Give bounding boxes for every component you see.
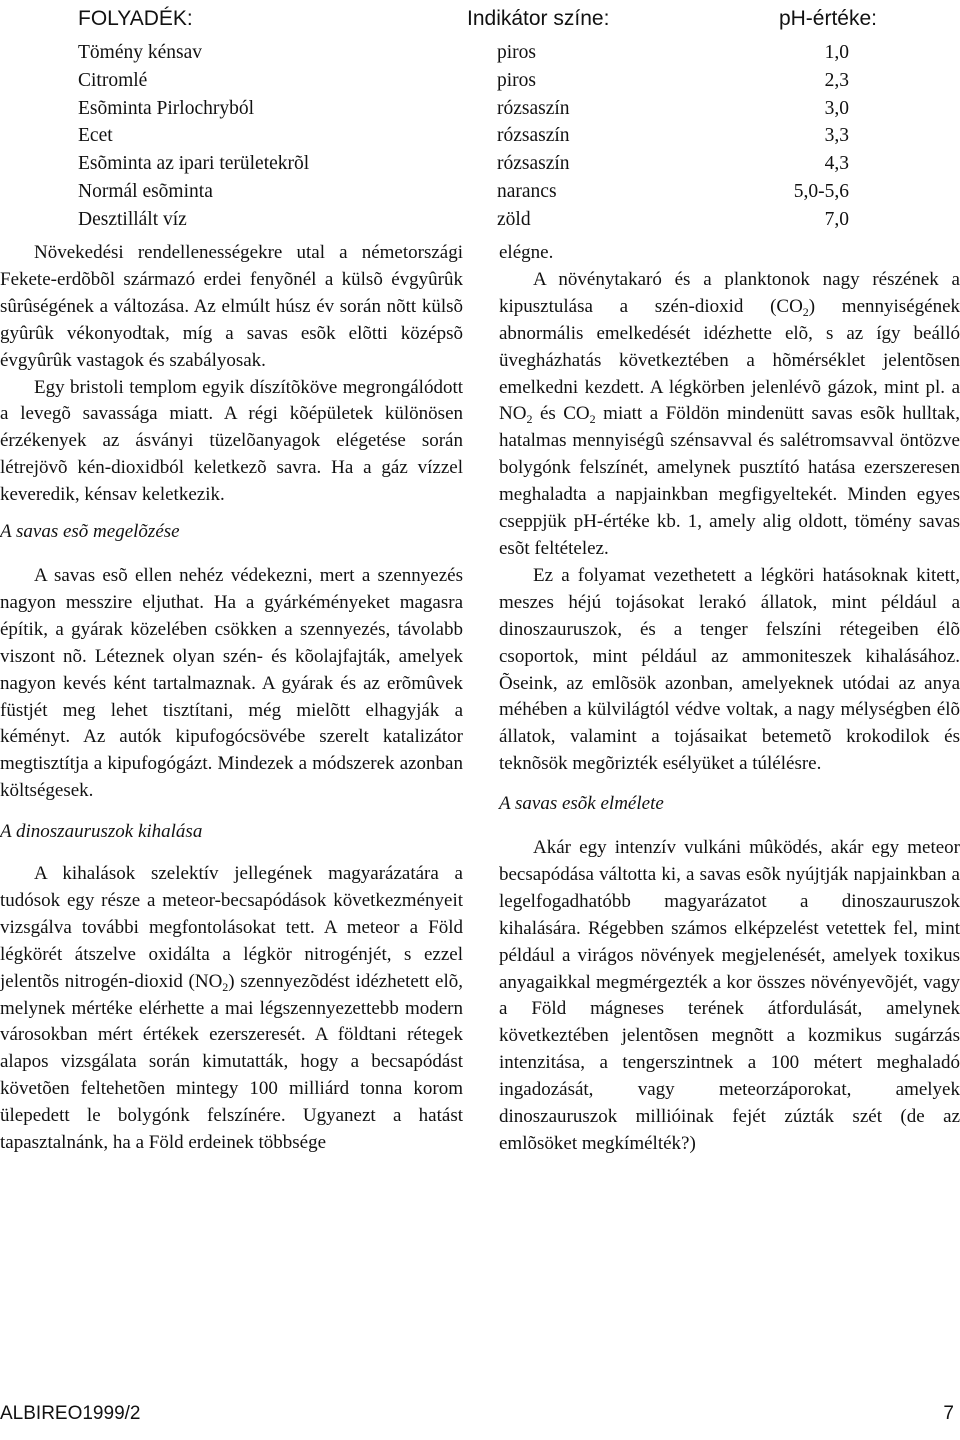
text-part: A növénytakaró és a planktonok nagy részének a kipusztulása a szén-dioxid (CO bbox=[499, 268, 960, 317]
text-part: miatt a Földön mindenütt savas esõk hulltak, hatalmas mennyiségû szénsavval és salétromsavval öntözve bolygónk felszínét, amelynek pusztító hatása ezerszeresen meghaladta a napjainkban megfigyeltekét. Minden egyes cseppjük pH-értéke kb. 1, amely alig oldott, tömény savas esõt feltételez. bbox=[499, 403, 960, 559]
paragraph-extinction-meteor bbox=[0, 861, 463, 1157]
subscript: 2 bbox=[589, 412, 596, 427]
cell-color: rózsaszín bbox=[497, 153, 570, 175]
subscript: 2 bbox=[222, 979, 229, 994]
header-indicator-color: Indikátor színe: bbox=[467, 7, 610, 30]
cell-ph: 1,0 bbox=[824, 42, 849, 63]
table-row bbox=[78, 95, 878, 123]
table-header bbox=[78, 4, 878, 34]
cell-liquid: Ecet bbox=[78, 125, 113, 147]
ph-table bbox=[78, 4, 878, 234]
header-ph: pH-értéke: bbox=[778, 7, 877, 30]
text-part: A kihalások szelektív jellegének magyarázatára a tudósok egy része a meteor-becsapódások következményeit vizsgálva további megfontolásokat tett. A meteor a Föld légkörét átszelve oxidálta a légkör nitrogénjét, s ezzel jelentõs nitrogén-dioxid (NO bbox=[0, 863, 463, 992]
table-row bbox=[78, 150, 878, 178]
table-row bbox=[78, 39, 878, 67]
cell-ph: 5,0-5,6 bbox=[793, 180, 849, 202]
cell-liquid: Normál esõminta bbox=[78, 180, 213, 202]
table-row bbox=[78, 206, 878, 234]
cell-liquid: Esõminta az ipari területekrõl bbox=[78, 153, 310, 175]
text-part: ) mennyiségének abnormális emelkedését idézhette elõ, s az így beálló üvegházhatás következtében a hõmérséklet jelentõsen emelkedni kezdett. A légkörben jelenlévõ gázok, mint pl. a NO bbox=[499, 295, 960, 425]
paragraph-bristol-church: Egy bristoli templom egyik díszítõköve megrongálódott a levegõ savassága miatt. A régi kõépületek különösen érzékenyek az ásványi tüzelõanyagok elégetése során létrejövõ kén-dioxidból keletkezõ savra. Ha a gáz vízzel keveredik, kénsav keletkezik. bbox=[0, 376, 463, 506]
journal-footer: ALBIREO1999/2 bbox=[0, 1403, 141, 1424]
cell-ph: 4,3 bbox=[824, 153, 849, 175]
cell-color: narancs bbox=[497, 180, 557, 202]
text-part: és CO bbox=[532, 403, 590, 425]
subscript: 2 bbox=[526, 412, 533, 427]
cell-ph: 3,3 bbox=[824, 125, 849, 147]
cell-liquid: Desztillált víz bbox=[78, 208, 187, 230]
right-column bbox=[499, 240, 960, 1158]
paragraph-tree-rings: Növekedési rendellenességekre utal a németországi Fekete-erdõbõl származó erdei fenyõnél a külsõ évgyûrûk sûrûségének a változása. Az elmúlt húsz év során nõtt külsõ gyûrûk vékonyodtak, míg a savas esõk elõtti középsõ évgyûrûk vastagok és szabályosak. bbox=[0, 242, 463, 371]
table-row bbox=[78, 178, 878, 206]
cell-liquid: Citromlé bbox=[78, 69, 148, 91]
subscript: 2 bbox=[802, 304, 809, 319]
cell-liquid: Esõminta Pirlochryból bbox=[78, 97, 255, 119]
paragraph-greenhouse bbox=[499, 267, 960, 563]
heading-acid-rain-prevention: A savas esõ megelõzése bbox=[0, 521, 180, 543]
paragraph-theory: Akár egy intenzív vulkáni mûködés, akár egy meteor becsapódása váltotta ki, a savas esõk nyújtják napjainkban a legelfogadhatóbb magyarázatot a dinoszauruszok kihalására. Régebben számos elképzelést vetettek fel, mint például a virágos növények megjelenését, amelyek toxikus anyagaikkal megmérgezték a kor összes növényevõjét, vagy a Föld mágneses terének átfordulását, amelynek következtében jelentõsen megnõtt a kozmikus sugárzás intenzitása, a tengerszintnek a 100 métert meghaladó ingadozását, vagy meteorzáporokat, amelyek dinoszauruszok millióinak fejét zúzták szét (de az emlõsöket megkímélték?) bbox=[499, 837, 960, 1154]
left-column bbox=[0, 240, 463, 1157]
cell-color: rózsaszín bbox=[497, 125, 570, 147]
cell-liquid: Tömény kénsav bbox=[78, 42, 203, 63]
paragraph-continuation: elégne. bbox=[499, 242, 554, 263]
text-part: ) szennyezõdést idézhetett elõ, melynek mértéke elérhette a mai légszennyezettebb modern városokban mért értékek ezerszeresét. A földtani rétegek alapos vizsgálata során kimutatták, hogy a becsapódást követõen feltehetõen mintegy 100 milliárd tonna korom ülepedett le bolygónk felszínére. Ugyanezt a hatást tapasztalnánk, ha a Föld erdeinek többsége bbox=[0, 970, 463, 1154]
heading-acid-rain-theory: A savas esõk elmélete bbox=[499, 793, 664, 815]
cell-color: zöld bbox=[497, 208, 531, 230]
paragraph-eggs-extinction: Ez a folyamat vezethetett a légköri hatásoknak kitett, meszes héjú tojásokat lerakó állatok, mint például a dinoszauruszok, és a tenger felszíni rétegeiben élõ csoportok, mint például az ammoniteszek kihalásához. Õseink, az emlõsök azonban, amelyeknek utódai az anya méhében a külvilágtól védve voltak, a nagy mélységben élõ állatok, valamint a tojásaikat betemetõ krokodilok és teknõsök megõrizték esélyüket a túlélésre. bbox=[499, 564, 960, 775]
page-number: 7 bbox=[943, 1403, 954, 1424]
cell-ph: 2,3 bbox=[824, 69, 849, 91]
cell-color: piros bbox=[497, 42, 536, 63]
cell-color: piros bbox=[497, 69, 536, 91]
table-row bbox=[78, 67, 878, 95]
paragraph-prevention: A savas esõ ellen nehéz védekezni, mert a szennyezés nagyon messzire eljuthat. Ha a gyárkéményeket magasra építik, a gyárak közelében csökken a szennyezés, távolabb viszont nõ. Léteznek olyan szén- és kõolajfajták, amelyek nagyon kevés ként tartalmaznak. A gyárak és az erõmûvek füstjét meg lehet tisztítani, még mielõtt elhagyják a kéményt. Az autók kipufogócsövébe szerelt katalizátor megtisztítja a kipufogógázt. Mindezek a módszerek azonban költségesek. bbox=[0, 564, 463, 802]
cell-color: rózsaszín bbox=[497, 97, 570, 119]
table-row bbox=[78, 122, 878, 150]
cell-ph: 7,0 bbox=[824, 208, 849, 230]
heading-dinosaur-extinction: A dinoszauruszok kihalása bbox=[0, 821, 203, 843]
header-liquid: FOLYADÉK: bbox=[78, 7, 193, 30]
cell-ph: 3,0 bbox=[824, 97, 849, 119]
